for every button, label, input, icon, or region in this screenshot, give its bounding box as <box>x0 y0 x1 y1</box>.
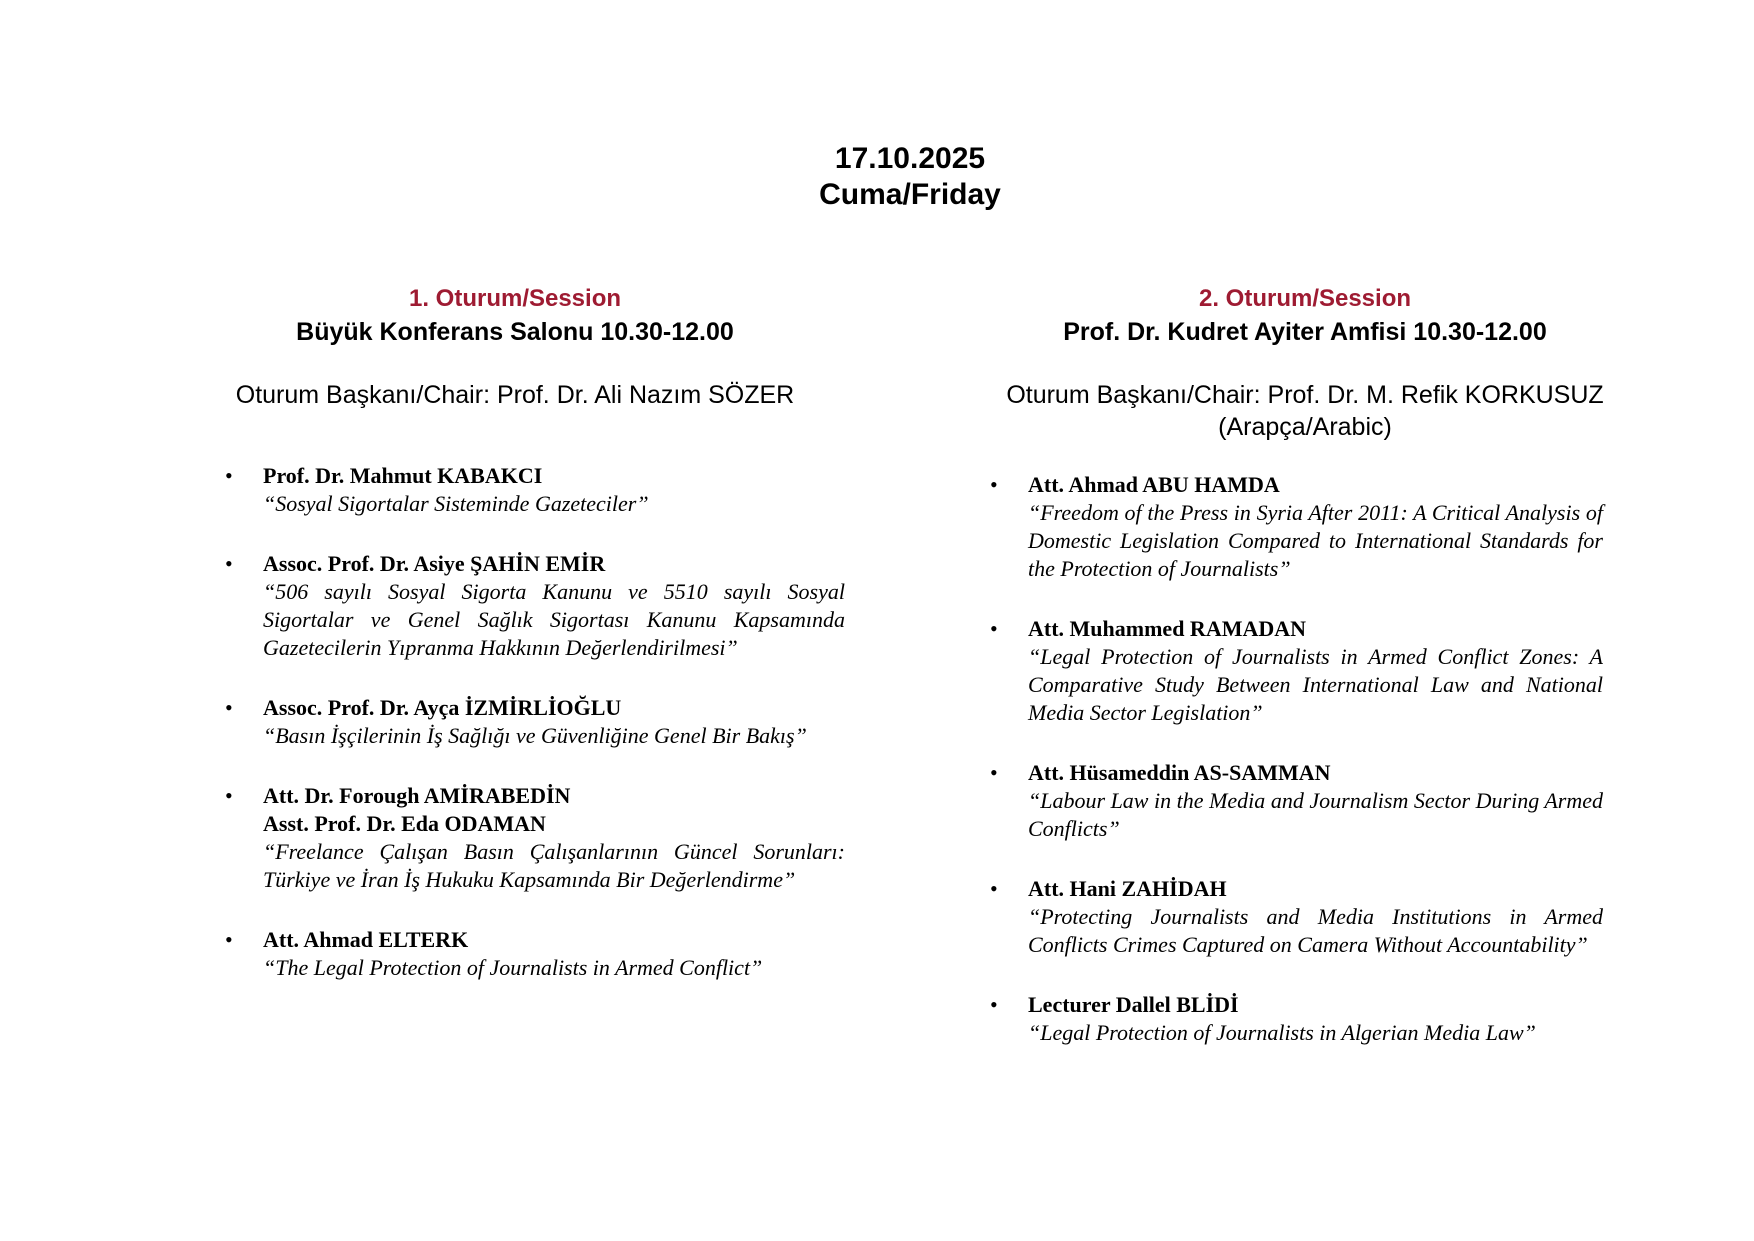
speaker-name: Att. Hüsameddin AS-SAMMAN <box>1028 760 1331 785</box>
session-venue: Büyük Konferans Salonu 10.30-12.00 <box>296 318 734 346</box>
speaker-name: Att. Dr. Forough AMİRABEDİN <box>263 783 571 808</box>
bullet-icon: • <box>225 463 233 488</box>
list-item <box>225 926 860 982</box>
list-item <box>990 615 1650 727</box>
session-chair: Oturum Başkanı/Chair: Prof. Dr. M. Refik KORKUSUZ <box>1006 381 1604 409</box>
speaker-name: Att. Muhammed RAMADAN <box>1028 616 1307 641</box>
paper-title: “Legal Protection of Journalists in Armed Conflict Zones: A Comparative Study Between International Law and National Media Sector Legislation” <box>1028 644 1603 725</box>
paper-title: “Legal Protection of Journalists in Algerian Media Law” <box>1028 1020 1536 1045</box>
list-item <box>225 694 860 750</box>
speaker-name: Prof. Dr. Mahmut KABAKCI <box>263 463 543 488</box>
session-title: 2. Oturum/Session <box>1198 285 1412 312</box>
speaker-name: Att. Ahmad ELTERK <box>263 927 469 952</box>
list-item <box>225 782 860 894</box>
bullet-icon: • <box>225 927 233 952</box>
paper-title: “Freelance Çalışan Basın Çalışanlarının Güncel Sorunları: Türkiye ve İran İş Hukuku Kapsamında Bir Değerlendirme” <box>263 839 845 892</box>
speaker-name: Att. Hani ZAHİDAH <box>1028 876 1227 901</box>
speaker-name: Assoc. Prof. Dr. Ayça İZMİRLİOĞLU <box>263 695 622 720</box>
bullet-icon: • <box>990 876 998 901</box>
speaker-name: Asst. Prof. Dr. Eda ODAMAN <box>263 811 546 836</box>
bullet-icon: • <box>225 695 233 720</box>
paper-title: “Freedom of the Press in Syria After 2011: A Critical Analysis of Domestic Legislation Compared to International Standards for the Protection of Journalists” <box>1028 500 1603 581</box>
list-item <box>990 991 1650 1047</box>
list-item <box>990 471 1650 583</box>
speaker-name: Lecturer Dallel BLİDİ <box>1028 992 1239 1017</box>
paper-title: “The Legal Protection of Journalists in Armed Conflict” <box>263 955 763 980</box>
list-item <box>225 462 860 518</box>
bullet-icon: • <box>990 616 998 641</box>
session-language: (Arapça/Arabic) <box>1218 413 1392 441</box>
paper-title: “Labour Law in the Media and Journalism Sector During Armed Conflicts” <box>1028 788 1603 841</box>
speaker-name: Assoc. Prof. Dr. Asiye ŞAHİN EMİR <box>263 551 606 576</box>
session-1-items <box>170 462 860 982</box>
session-2-column <box>960 284 1650 1079</box>
speaker-name: Att. Ahmad ABU HAMDA <box>1028 472 1280 497</box>
paper-title: “Sosyal Sigortalar Sisteminde Gazeteciler” <box>263 491 649 516</box>
bullet-icon: • <box>990 472 998 497</box>
paper-title: “Protecting Journalists and Media Institutions in Armed Conflicts Crimes Captured on Camera Without Accountability” <box>1028 904 1603 957</box>
session-venue: Prof. Dr. Kudret Ayiter Amfisi 10.30-12.00 <box>1063 318 1547 346</box>
session-chair: Oturum Başkanı/Chair: Prof. Dr. Ali Nazım SÖZER <box>235 381 795 409</box>
bullet-icon: • <box>225 783 233 808</box>
list-item <box>225 550 860 662</box>
paper-title: “Basın İşçilerinin İş Sağlığı ve Güvenliğine Genel Bir Bakış” <box>263 723 807 748</box>
page-day: Cuma/Friday <box>819 178 1001 211</box>
page-title <box>170 141 1650 213</box>
bullet-icon: • <box>225 551 233 576</box>
paper-title: “506 sayılı Sosyal Sigorta Kanunu ve 5510 sayılı Sosyal Sigortalar ve Genel Sağlık Sigortası Kanunu Kapsamında Gazetecilerin Yıpranma Hakkının Değerlendirilmesi” <box>263 579 845 660</box>
page-date: 17.10.2025 <box>834 142 986 175</box>
session-1-column <box>170 284 860 1014</box>
list-item <box>990 875 1650 959</box>
session-2-items <box>960 471 1650 1047</box>
session-title: 1. Oturum/Session <box>408 285 622 312</box>
list-item <box>990 759 1650 843</box>
bullet-icon: • <box>990 992 998 1017</box>
bullet-icon: • <box>990 760 998 785</box>
